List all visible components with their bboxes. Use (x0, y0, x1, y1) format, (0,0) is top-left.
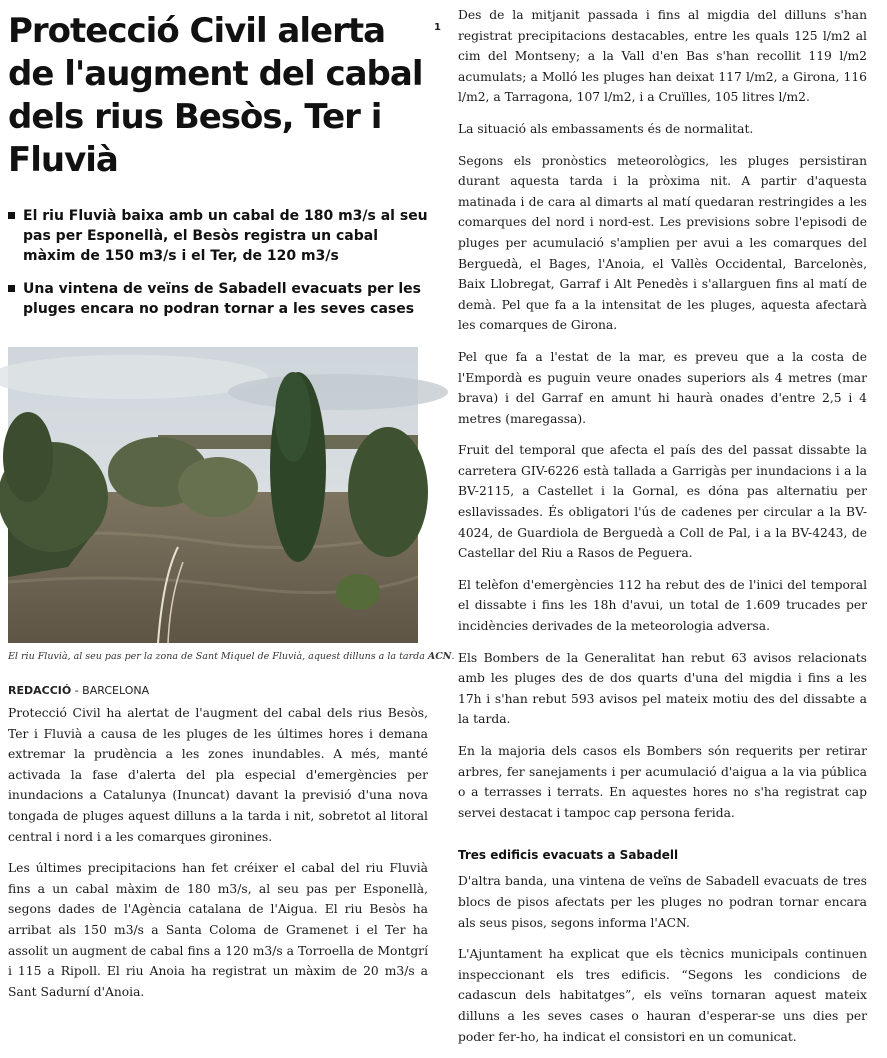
bullet-text: Una vintena de veïns de Sabadell evacuats per les pluges encara no podran tornar a les seves cases (23, 281, 421, 317)
summary-bullets (8, 206, 431, 319)
body-paragraph: Les últimes precipitacions han fet créixer el cabal del riu Fluvià fins a un cabal màxim de 180 m3/s, al seu pas per Esponellà, segons dades de l'Agència catalana de l'Aigua. El riu Besòs ha arribat als 150 m3/s a Santa Coloma de Gramenet i el Ter ha assolit un augment de cabal fins a 120 m3/s a Torroella de Montgrí i 115 a Ripoll. El riu Anoia ha registrat un màxim de 20 m3/s a Sant Sadurní d'Anoia. (8, 861, 428, 999)
caption-text: El riu Fluvià, al seu pas per la zona de Sant Miquel de Fluvià, aquest dilluns a la tarda (8, 651, 428, 662)
body-paragraph: La situació als embassaments és de normalitat. (458, 121, 754, 136)
bullet-text: El riu Fluvià baixa amb un cabal de 180 m3/s al seu pas per Esponellà, el Besòs registra un cabal màxim de 150 m3/s i el Ter, de 120 m3/s (23, 208, 428, 264)
left-column (8, 10, 455, 1013)
summary-bullet (8, 279, 431, 319)
body-paragraph: D'altra banda, una vintena de veïns de Sabadell evacuats de tres blocs de pisos afectats per les pluges no podran tornar encara als seus pisos, segons informa l'ACN. (458, 874, 867, 930)
square-bullet-icon (8, 212, 15, 219)
page-number: 1 (434, 22, 441, 33)
body-paragraph: Segons els pronòstics meteorològics, les pluges persistiran durant aquesta tarda i la pròxima nit. A partir d'aquesta matinada i de cara al dimarts al matí quedaran restringides a les comarques del nord i nord-est. Les previsions sobre l'episodi de pluges per acumulació s'amplien per avui a les comarques del Berguedà, el Bages, l'Anoia, el Vallès Occidental, Barcelonès, Baix Llobregat, Garraf i Alt Penedès i s'allarguen fins al matí de demà. Pel que fa a la intensitat de les pluges, aquesta afectarà les comarques de Girona. (458, 153, 867, 333)
headline: Protecció Civil alerta de l'augment del cabal dels rius Besòs, Ter i Fluvià (8, 11, 423, 180)
summary-bullet (8, 206, 431, 266)
photo-caption (8, 649, 455, 664)
section-subheading: Tres edificis evacuats a Sabadell (458, 848, 679, 863)
body-paragraph: L'Ajuntament ha explicat que els tècnics municipals continuen inspeccionant els tres edificis. “Segons les condicions de cadascun dels habitatges”, els veïns tornaran aquest mateix dilluns a les seves cases o hauran d'esperar-se uns dies per poder fer-ho, ha indicat el consistori en un comunicat. (458, 947, 867, 1044)
body-paragraph: En la majoria dels casos els Bombers són requerits per retirar arbres, fer sanejaments i per acumulació d'aigua a la via pública o a terrasses i terrats. En aquestes hores no s'ha registrat cap servei destacat i tampoc cap persona ferida. (458, 744, 867, 820)
body-paragraph: El telèfon d'emergències 112 ha rebut des de l'inici del temporal el dissabte i fins les 18h d'avui, un total de 1.609 trucades per incidències derivades de la meteorologia adversa. (458, 577, 867, 634)
photo-block (8, 347, 455, 664)
body-paragraph: Pel que fa a l'estat de la mar, es preveu que a la costa de l'Empordà es puguin veure onades superiors als 4 metres (mar brava) i del Garraf en amunt hi haurà onades d'entre 2,5 i 4 metres (maregassa). (458, 349, 867, 426)
caption-credit: ACN (427, 651, 452, 662)
caption-end: . (451, 651, 455, 662)
body-paragraph: Protecció Civil ha alertat de l'augment del cabal dels rius Besòs, Ter i Fluvià a causa de les pluges de les últimes hores i demana extremar la prudència a les zones inundables. A més, manté activada la fase d'alerta del pla especial d'emergències per inundacions a Catalunya (Inuncat) davant la previsió d'una nova tongada de pluges aquest dilluns a la tarda i nit, sobretot al litoral central i nord i a les comarques gironines. (8, 706, 428, 844)
byline (8, 684, 431, 697)
river-flood-photo (8, 347, 418, 643)
byline-author: REDACCIÓ (8, 684, 72, 697)
body-paragraph: Els Bombers de la Generalitat han rebut 63 avisos relacionats amb les pluges des de dos quarts d'una del migdia i fins a les 17h i s'han rebut 593 avisos pel mateix motiu des del dissabte a la tarda. (458, 650, 867, 727)
square-bullet-icon (8, 285, 15, 292)
body-paragraph: Des de la mitjanit passada i fins al migdia del dilluns s'han registrat precipitacions destacables, entre les quals 125 l/m2 al cim del Montseny; a la Vall d'en Bas s'han recollit 119 l/m2 acumulats; a Molló les pluges han deixat 117 l/m2, a Girona, 116 l/m2, a Tarragona, 107 l/m2, i a Cruïlles, 105 litres l/m2. (458, 8, 867, 105)
body-paragraph: Fruit del temporal que afecta el país des del passat dissabte la carretera GIV-6226 està tallada a Garrigàs per inundacions i a la BV-2115, a Castellet i la Gornal, es dóna pas alternatiu per esllavissades. És obligatori l'ús de cadenes per circular a la BV-4024, de Guardiola de Berguedà a Coll de Pal, i a la BV-4243, de Castellar del Riu a Rasos de Peguera. (458, 443, 867, 561)
byline-location: - BARCELONA (71, 684, 150, 697)
right-column (458, 5, 867, 1058)
